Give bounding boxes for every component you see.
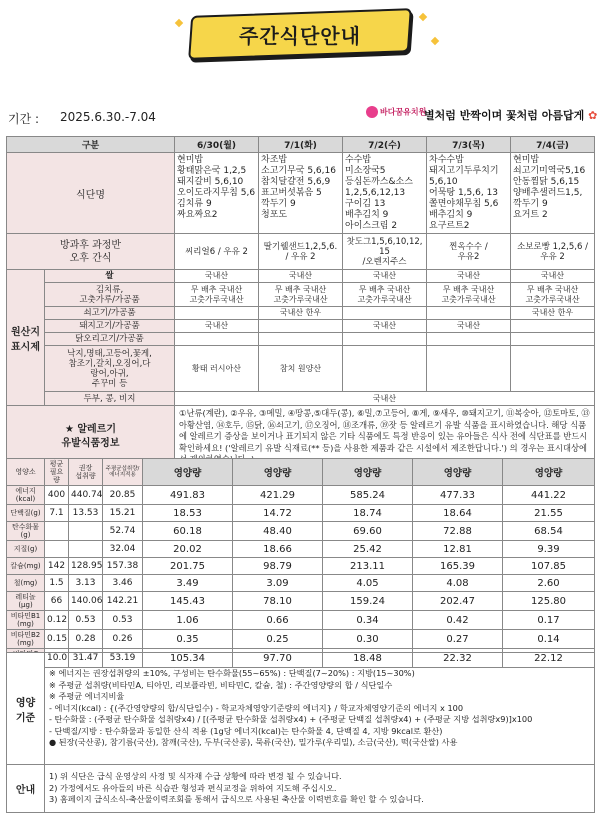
text-line: 소보로빵 1,2,5,6 /: [517, 241, 588, 252]
text-line: 쫄면야채무침 5,6: [429, 199, 499, 209]
day-nutrition-value: 107.85: [503, 558, 595, 575]
origin-value: 무 배추 국내산 고춧가루국내산: [343, 283, 427, 307]
origin-value: 국내산: [175, 392, 595, 406]
header-banner: [0, 0, 600, 80]
title-banner: [190, 12, 410, 56]
text-line: ※ 에너지는 권장섭취량의 ±10%, 구성비는 탄수화물(55~65%) : 단백질(7~20%) : 지방(15~30%): [49, 668, 415, 679]
day-nutrition-value: 97.70: [233, 649, 323, 668]
origin-value: [511, 346, 595, 392]
origin-value: [175, 307, 259, 320]
text-line: 돼지갈비 5,6,10: [177, 177, 244, 187]
avg-energy-ratio: 142.21: [103, 592, 143, 611]
nutrition-rows: [7, 486, 595, 668]
origin-value: 국내산: [175, 320, 259, 333]
text-line: 요구르트2: [429, 221, 470, 231]
day-nutrition-value: 3.09: [233, 575, 323, 592]
nutrition-row: [7, 630, 595, 649]
origin-value: 무 배추 국내산 고춧가루국내산: [175, 283, 259, 307]
avg-requirement: 142: [45, 558, 69, 575]
day-nutrition-value: 3.49: [143, 575, 233, 592]
day-nutrition-value: 98.79: [233, 558, 323, 575]
origin-value: 무 배추 국내산 고춧가루국내산: [427, 283, 511, 307]
section-label: 구분: [7, 137, 175, 153]
avg-energy-ratio: 3.46: [103, 575, 143, 592]
lunch-menu: [343, 153, 427, 234]
day-nutrition-header: 영양량: [413, 459, 503, 486]
avg-energy-ratio: 15.21: [103, 505, 143, 522]
text-line: 2) 가정에서도 유아들의 바른 식습관 형성과 편식교정을 위하여 지도해 주십시오.: [49, 782, 337, 793]
origin-item: 닭오리고기/가공품: [45, 333, 175, 346]
day-nutrition-value: 0.25: [233, 630, 323, 649]
nutrition-row: [7, 611, 595, 630]
origin-value: 국내산: [259, 270, 343, 283]
day-nutrition-value: 60.18: [143, 522, 233, 541]
day-nutrition-value: 421.29: [233, 486, 323, 505]
nutrient-name: 비타민B1 (mg): [7, 611, 45, 630]
recommended-intake: 3.13: [69, 575, 103, 592]
day-nutrition-value: 0.14: [503, 630, 595, 649]
origin-value: 국내산: [343, 320, 427, 333]
avg-energy-ratio: 0.26: [103, 630, 143, 649]
nutrition-row: [7, 592, 595, 611]
avg-requirement: [45, 522, 69, 541]
text-line: /오렌지주스: [362, 256, 407, 267]
nutrition-row: [7, 522, 595, 541]
text-line: 안동찜닭 5,6,15: [513, 177, 580, 187]
day-nutrition-value: 48.40: [233, 522, 323, 541]
snack-menu: [427, 234, 511, 270]
snack-label: 방과후 과정반 오후 간식: [7, 234, 175, 270]
slogan: 별처럼 반짝이며 꽃처럼 아름답게 ✿: [424, 109, 598, 122]
origin-value: [511, 333, 595, 346]
origin-value: 국내산: [511, 270, 595, 283]
nutrient-name: 탄수화물 (g): [7, 522, 45, 541]
origin-item: 쌀: [45, 270, 175, 283]
nutrition-row: [7, 541, 595, 558]
recommended-intake: 0.28: [69, 630, 103, 649]
avg-requirement: 400: [45, 486, 69, 505]
origin-row: [7, 346, 595, 392]
origin-value: [343, 333, 427, 346]
avg-requirement: 1.5: [45, 575, 69, 592]
snack-menu: [175, 234, 259, 270]
recommended-intake: [69, 541, 103, 558]
text-line: - 단백질/지방 : 탄수화물과 동일한 산식 적용 (1g당 에너지(kcal)는 탄수화물 4, 단백질 4, 지방 9kcal로 환산): [49, 725, 443, 736]
notice-label: 안내: [7, 765, 45, 813]
lunch-menu: [175, 153, 259, 234]
lunch-label: 식단명: [7, 153, 175, 234]
avg-requirement: 10.0: [45, 649, 69, 668]
day-header: 7/4(금): [511, 137, 595, 153]
text-line: 5,6,10: [429, 177, 458, 187]
origin-value: [259, 333, 343, 346]
day-nutrition-header: 영양량: [503, 459, 595, 486]
day-nutrition-value: 18.53: [143, 505, 233, 522]
text-line: 돼지고기두루치기: [429, 166, 499, 176]
lunch-row: [7, 153, 595, 234]
day-nutrition-value: 14.72: [233, 505, 323, 522]
avg-requirement: 0.15: [45, 630, 69, 649]
nutrition-row: [7, 505, 595, 522]
day-nutrition-header: 영양량: [323, 459, 413, 486]
origin-row: [7, 270, 595, 283]
text-line: 현미밥: [177, 155, 204, 165]
text-line: 딸기웰샌드1,2,5,6.: [263, 241, 338, 252]
text-line: 등심돈까스&소스: [345, 177, 413, 187]
text-line: 짜요짜요2: [177, 210, 218, 220]
avg-energy-ratio: 20.85: [103, 486, 143, 505]
snack-menu: [259, 234, 343, 270]
allergy-label: ★ 알레르기 유발식품정보: [7, 406, 175, 469]
day-header-row: [7, 137, 595, 153]
period-label: 기간 :: [8, 112, 40, 126]
text-line: 청포도: [261, 210, 288, 220]
logo-icon: [366, 106, 378, 118]
text-line: 씨리얼6 / 우유 2: [185, 246, 248, 257]
kindergarten-logo: 바다꿈유치원: [366, 106, 426, 118]
notice-text: [45, 765, 595, 813]
nutrient-name: 철(mg): [7, 575, 45, 592]
snack-menu: [343, 234, 427, 270]
day-nutrition-value: 20.02: [143, 541, 233, 558]
rec-header: 권장 섭취량: [69, 459, 103, 486]
nutrient-name: 단백질(g): [7, 505, 45, 522]
origin-row: [7, 307, 595, 320]
text-line: 15: [379, 246, 390, 257]
text-line: 우유 2: [540, 251, 565, 262]
day-nutrition-value: 4.05: [323, 575, 413, 592]
text-line: 깍두기 9: [261, 199, 296, 209]
day-nutrition-value: 18.64: [413, 505, 503, 522]
avg-requirement: 66: [45, 592, 69, 611]
avg-requirement: [45, 541, 69, 558]
text-line: 요거트 2: [513, 210, 548, 220]
sparkle-icon: [419, 13, 427, 21]
nutrient-name: 에너지 (kcal): [7, 486, 45, 505]
origin-value: 국내산: [427, 320, 511, 333]
day-nutrition-value: 0.35: [143, 630, 233, 649]
text-line: 아이스크림 2: [345, 221, 398, 231]
recommended-intake: [69, 522, 103, 541]
day-nutrition-value: 105.34: [143, 649, 233, 668]
day-nutrition-value: 68.54: [503, 522, 595, 541]
origin-value: 국내산: [427, 270, 511, 283]
text-line: / 우유 2: [285, 251, 316, 262]
text-line: 김치류 9: [177, 199, 212, 209]
day-nutrition-value: 9.39: [503, 541, 595, 558]
page-title: 주간식단안내: [239, 23, 361, 48]
text-line: 쇠고기미역국5,16: [513, 166, 586, 176]
nutrition-header-row: [7, 459, 595, 486]
origin-section: [7, 270, 595, 406]
recommended-intake: 31.47: [69, 649, 103, 668]
day-nutrition-value: 477.33: [413, 486, 503, 505]
text-line: 3) 홈페이지 급식소식-축산물이력조회를 통해서 급식으로 사용된 축산물 이력번호를 확인 할 수 있습니다.: [49, 794, 424, 805]
recommended-intake: 13.53: [69, 505, 103, 522]
recommended-intake: 0.53: [69, 611, 103, 630]
day-nutrition-value: 2.60: [503, 575, 595, 592]
avg-requirement: 7.1: [45, 505, 69, 522]
text-line: 찐옥수수 /: [449, 241, 488, 252]
avg-energy-ratio: 53.19: [103, 649, 143, 668]
day-nutrition-value: 213.11: [323, 558, 413, 575]
origin-item: 낙지,명태,고등어,꽃게, 참조기,갈치,오징어,다 랑어,아귀, 주꾸미 등: [45, 346, 175, 392]
origin-item: 김치류, 고춧가루/가공품: [45, 283, 175, 307]
snack-row: [7, 234, 595, 270]
text-line: 1) 위 식단은 급식 운영상의 사정 및 식자재 수급 상황에 따라 변경 될 수 있습니다.: [49, 771, 342, 782]
text-line: 오이도라지무침 5,6: [177, 188, 256, 198]
text-line: 어묵탕 1,5,6, 13: [429, 188, 499, 198]
period-value: 2025.6.30.-7.04: [60, 110, 156, 124]
nutrient-name: 칼슘(mg): [7, 558, 45, 575]
day-nutrition-value: 78.10: [233, 592, 323, 611]
text-line: 배추김치 9: [345, 210, 389, 220]
nutrition-row: [7, 558, 595, 575]
day-nutrition-value: 0.17: [503, 611, 595, 630]
origin-label: 원산지 표시제: [7, 270, 45, 406]
day-nutrition-value: 0.42: [413, 611, 503, 630]
day-header: 6/30(월): [175, 137, 259, 153]
day-nutrition-value: 491.83: [143, 486, 233, 505]
day-nutrition-value: 22.32: [413, 649, 503, 668]
origin-value: 무 배추 국내산 고춧가루국내산: [511, 283, 595, 307]
origin-value: 국내산 한우: [259, 307, 343, 320]
text-line: 수수밥: [345, 155, 372, 165]
lunch-menu: [259, 153, 343, 234]
text-line: ● 된장(국산콩), 참기름(국산), 참깨(국산), 두부(국산콩), 묵류(국산), 밀가루(우리밀), 소금(국산), 떡(국산쌀) 사용: [49, 737, 458, 748]
snack-menu: [511, 234, 595, 270]
text-line: 차조밥: [261, 155, 288, 165]
day-nutrition-value: 72.88: [413, 522, 503, 541]
criteria-row: [7, 653, 595, 765]
origin-row: [7, 333, 595, 346]
text-line: 찻도그1,5,6,10,12,: [346, 236, 423, 247]
text-line: - 에너지(kcal) : {(주간영양량의 합/식단일수) - 학교자체영양기준량의 에너지} / 학교자체영양기준의 에너지 x 100: [49, 702, 464, 713]
day-nutrition-value: 1.06: [143, 611, 233, 630]
origin-value: 국내산: [175, 270, 259, 283]
lunch-menu: [427, 153, 511, 234]
text-line: 미소장국5: [345, 166, 386, 176]
text-line: 구이김 13: [345, 199, 386, 209]
text-line: 배추김치 9: [429, 210, 473, 220]
avg-header: 평균 필요량: [45, 459, 69, 486]
day-nutrition-value: 125.80: [503, 592, 595, 611]
day-nutrition-value: 22.12: [503, 649, 595, 668]
origin-value: [259, 320, 343, 333]
text-line: 우유2: [457, 251, 480, 262]
origin-item: 쇠고기/가공품: [45, 307, 175, 320]
origin-value: 무 배추 국내산 고춧가루국내산: [259, 283, 343, 307]
origin-value: [427, 307, 511, 320]
day-nutrition-value: 69.60: [323, 522, 413, 541]
lunch-menu: [511, 153, 595, 234]
day-nutrition-value: 441.22: [503, 486, 595, 505]
day-nutrition-value: 145.43: [143, 592, 233, 611]
nutrient-name: 레티놀(μg): [7, 592, 45, 611]
day-nutrition-value: 165.39: [413, 558, 503, 575]
text-line: 1,2,5,6,12,13: [345, 188, 406, 198]
day-nutrition-value: 201.75: [143, 558, 233, 575]
text-line: - 탄수화물 : (주평균 탄수화물 섭취량x4) / [(주평균 탄수화물 섭취량x4) + (주평균 단백질 섭취량x4) + (주평균 지방 섭취량x9)]x100: [49, 714, 533, 725]
origin-value: 국내산 한우: [511, 307, 595, 320]
avg-energy-ratio: 32.04: [103, 541, 143, 558]
origin-value: [511, 320, 595, 333]
allergy-info: ①난류(계란), ②우유, ③메밀, ④땅콩,⑤대두(콩), ⑥밀,⑦고등어, ⑧게, ⑨새우, ⑩돼지고기, ⑪복숭아, ⑫토마토, ⑬아황산염, ⑭호두, ⑮닭, ⑯쇠고기, ⑰오징어, ⑱조개류, ⑲잣 등 알레르기 유발 식품을 표시하였습니다. 해당 식품에 알레르기 증상을 보이거나 표기되지 않은 기타 식품에도 특정 반응이 있는 유아들은 식사 전에 식단표를 반드시 확인하세요! ('알레르기 유발 식재료(** 등)을 사용한 제품과 같은 시설에서 제조한답니다.') 의 경우는 표시대상에: [175, 406, 595, 469]
text-line: 참치달걀전 5,6,9: [261, 177, 331, 187]
nutrition-table: [6, 458, 595, 668]
day-nutrition-header: 영양량: [233, 459, 323, 486]
avg-rec-header: 주평균섭취량/ 에너지적용: [103, 459, 143, 486]
origin-value: [175, 333, 259, 346]
origin-row: [7, 392, 595, 406]
origin-value: [343, 307, 427, 320]
nutrition-row: [7, 486, 595, 505]
info-table: [6, 652, 595, 813]
text-line: ※ 주평균 섭취량(비타민A, 티아민, 리보플라빈, 비타민C, 칼슘, 철) : 주간영양량의 합 / 식단일수: [49, 679, 393, 690]
nutrition-row: [7, 575, 595, 592]
recommended-intake: 140.06: [69, 592, 103, 611]
nutrient-name: 비타민B2 (mg): [7, 630, 45, 649]
notice-row: [7, 765, 595, 813]
origin-row: [7, 320, 595, 333]
day-header: 7/1(화): [259, 137, 343, 153]
origin-row: [7, 283, 595, 307]
text-line: ※ 주평균 에너지비율: [49, 691, 125, 702]
sparkle-icon: [431, 37, 439, 45]
day-nutrition-value: 18.48: [323, 649, 413, 668]
text-line: 차수수밥: [429, 155, 464, 165]
nutrient-header: 영양소: [7, 459, 45, 486]
sparkle-icon: [175, 19, 183, 27]
avg-energy-ratio: 52.74: [103, 522, 143, 541]
text-line: 현미밥: [513, 155, 540, 165]
origin-value: 황태 러시아산: [175, 346, 259, 392]
origin-value: [427, 346, 511, 392]
avg-energy-ratio: 0.53: [103, 611, 143, 630]
origin-value: [427, 333, 511, 346]
text-line: 양배추샐러드1,5,: [513, 188, 583, 198]
text-line: 표고버섯볶음 5: [261, 188, 322, 198]
flower-icon: ✿: [588, 109, 598, 122]
day-header: 7/2(수): [343, 137, 427, 153]
day-nutrition-value: 21.55: [503, 505, 595, 522]
day-nutrition-value: 0.66: [233, 611, 323, 630]
day-nutrition-header: 영양량: [143, 459, 233, 486]
recommended-intake: 440.74: [69, 486, 103, 505]
origin-value: [343, 346, 427, 392]
text-line: 깍두기 9: [513, 199, 548, 209]
day-nutrition-value: 0.30: [323, 630, 413, 649]
day-nutrition-value: 0.34: [323, 611, 413, 630]
origin-value: 참치 원양산: [259, 346, 343, 392]
day-header: 7/3(목): [427, 137, 511, 153]
nutrient-name: 지질(g): [7, 541, 45, 558]
day-nutrition-value: 18.66: [233, 541, 323, 558]
menu-table: [6, 136, 595, 469]
text-line: 황태맑은국 1,2,5: [177, 166, 247, 176]
origin-item: 돼지고기/가공품: [45, 320, 175, 333]
day-nutrition-value: 12.81: [413, 541, 503, 558]
day-nutrition-value: 25.42: [323, 541, 413, 558]
period-row: [0, 104, 600, 128]
criteria-text: [45, 653, 595, 765]
day-nutrition-value: 159.24: [323, 592, 413, 611]
day-nutrition-value: 585.24: [323, 486, 413, 505]
avg-requirement: 0.12: [45, 611, 69, 630]
text-line: 소고기무국 5,6,16: [261, 166, 336, 176]
day-nutrition-value: 18.74: [323, 505, 413, 522]
origin-item: 두부, 콩, 비지: [45, 392, 175, 406]
recommended-intake: 128.95: [69, 558, 103, 575]
day-nutrition-value: 202.47: [413, 592, 503, 611]
origin-value: 국내산: [343, 270, 427, 283]
day-nutrition-value: 4.08: [413, 575, 503, 592]
criteria-label: 영양 기준: [7, 653, 45, 765]
day-nutrition-value: 0.27: [413, 630, 503, 649]
avg-energy-ratio: 157.38: [103, 558, 143, 575]
